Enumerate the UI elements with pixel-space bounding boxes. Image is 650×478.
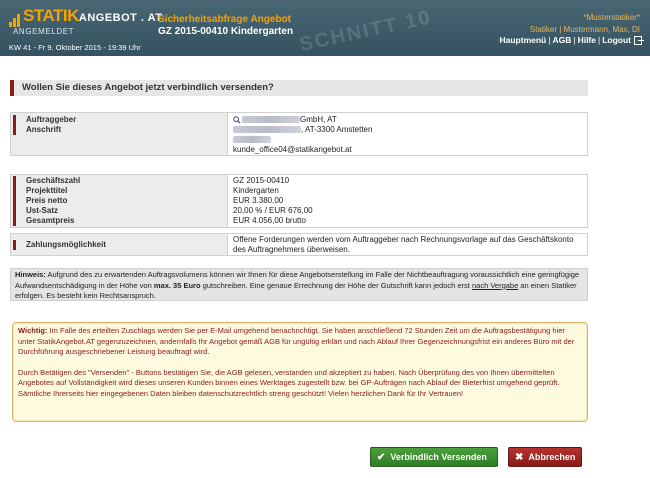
label-auftraggeber: Auftraggeber	[13, 115, 76, 125]
redacted-street	[233, 126, 301, 133]
label-anschrift: Anschrift	[13, 125, 61, 135]
hint-amount: max. 35 Euro	[153, 280, 201, 290]
warning-paragraph-1: Im Falle des erteilten Zuschlags werden Sie per E-Mail umgehend benachrichtigt. Sie haben anschließend 72 Stunden Zeit um die Auftragsbestätigung hier unter StatikAngebot.AT gegenzuzeichnen, andernfalls Ihr Angebot gemäß AGB für ungültig erklärt und nach Ablauf Ihrer Gegenzeichnungsfrist ein anderes Büro mit der Durchführung ausgeschriebener Leistung beauftragt wird.	[18, 326, 575, 356]
page-subtitle: GZ 2015-00410 Kindergarten	[158, 26, 294, 37]
redacted-company-name	[242, 116, 300, 123]
logo-bars-icon	[9, 14, 20, 27]
logo[interactable]	[9, 6, 163, 27]
hint-text-2: gutschreiben. Eine genaue Errechnung der Höhe der Gutschrift kann jedoch erst	[200, 280, 472, 290]
value-geschaeftszahl: GZ 2015-00410	[233, 176, 290, 185]
page-title: Sicherheitsabfrage Angebot	[158, 14, 291, 25]
hint-box	[10, 268, 588, 301]
hint-prefix: Hinweis:	[15, 270, 46, 279]
client-block	[10, 112, 588, 156]
cross-icon: ✖	[515, 451, 524, 463]
hint-text-3: an einen Statiker erfolgen. Es besteht kein Rechtsanspruch.	[15, 280, 577, 300]
nav-hauptmenu[interactable]: Hauptmenü	[499, 35, 547, 45]
client-extra	[233, 135, 271, 145]
value-preis-netto: EUR 3.380,00	[233, 196, 284, 205]
value-projekttitel: Kindergarten	[233, 186, 279, 195]
user-details: Statiker | Mustermann, Max, DI	[529, 25, 640, 34]
nav-hilfe[interactable]: Hilfe	[577, 35, 596, 45]
search-icon[interactable]	[233, 116, 241, 124]
nav-agb[interactable]: AGB	[552, 35, 572, 45]
label-geschaeftszahl: Geschäftszahl	[13, 176, 80, 186]
important-notice	[12, 322, 588, 422]
label-ust-satz: Ust-Satz	[13, 206, 58, 216]
warning-prefix: Wichtig:	[18, 326, 48, 335]
payment-line-2: des Auftragnehmers überweisen.	[233, 245, 350, 254]
send-button-label: Verbindlich Versenden	[390, 452, 487, 462]
hint-link-nach-vergabe[interactable]: nach Vergabe	[471, 280, 519, 290]
send-binding-button[interactable]	[370, 447, 498, 467]
logo-text: STATIKANGEBOT . AT	[23, 6, 163, 25]
user-name: *Musterstatiker*	[583, 13, 640, 22]
label-zahlungsmoeglichkeit: Zahlungsmöglichkeit	[13, 240, 106, 250]
confirmation-question: Wollen Sie dieses Angebot jetzt verbindlich versenden?	[10, 80, 588, 96]
redacted-phone	[233, 136, 271, 143]
warning-paragraph-2: Durch Betätigen des "Versenden" - Buttons bestätigen Sie, die AGB gelesen, verstanden und akzeptiert zu haben. Nach Überprüfung des von Ihnen übermittelten Angebotes auf Vollständigkeit wird dieses unseren Kunden binnen eines Werktages zugestellt bzw. bei GP-Aufträgen nach Ablauf der Bieterfrist umgehend geprüft. Sämtliche Ihrerseits hier eingegebenen Daten bleiben datenschutzrechtlich streng geschützt! Vielen herzlichen Dank für Ihr Vertrauen!	[18, 367, 560, 398]
value-gesamtpreis: EUR 4.056,00 brutto	[233, 216, 306, 225]
value-ust-satz: 20,00 % / EUR 676,00	[233, 206, 313, 215]
label-projekttitel: Projekttitel	[13, 186, 67, 196]
date-line: KW 41 - Fr 9. Oktober 2015 - 19:39 Uhr	[9, 43, 141, 52]
client-company: GmbH, AT	[233, 115, 337, 125]
checkmark-icon: ✔	[377, 451, 386, 463]
header-decoration: SCHNITT 10	[297, 6, 434, 56]
logout-icon[interactable]	[634, 36, 642, 45]
client-email: kunde_office04@statikangebot.at	[233, 145, 352, 154]
payment-line-1: Offene Forderungen werden vom Auftraggeber nach Rechnungsvorlage auf das Geschäftskonto	[233, 235, 574, 244]
nav-logout[interactable]: Logout	[602, 35, 631, 45]
client-address: , AT-3300 Amstetten	[233, 125, 372, 135]
top-navigation: Hauptmenü | AGB | Hilfe | Logout	[499, 35, 642, 45]
payment-block	[10, 233, 588, 256]
app-header	[0, 0, 650, 56]
login-status: ANGEMELDET	[13, 27, 75, 36]
cancel-button-label: Abbrechen	[528, 452, 576, 462]
label-gesamtpreis: Gesamtpreis	[13, 216, 74, 226]
offer-block	[10, 174, 588, 228]
label-preis-netto: Preis netto	[13, 196, 67, 206]
cancel-button[interactable]	[508, 447, 582, 467]
hint-text-1: Aufgrund des zu erwartenden Auftragsvolumens können wir Ihnen für diese Angebotserstellung im Falle der Nichtbeauftragung voraussichtlich eine geringfügige Aufwandsentschädigung in der Höhe von	[15, 270, 580, 290]
